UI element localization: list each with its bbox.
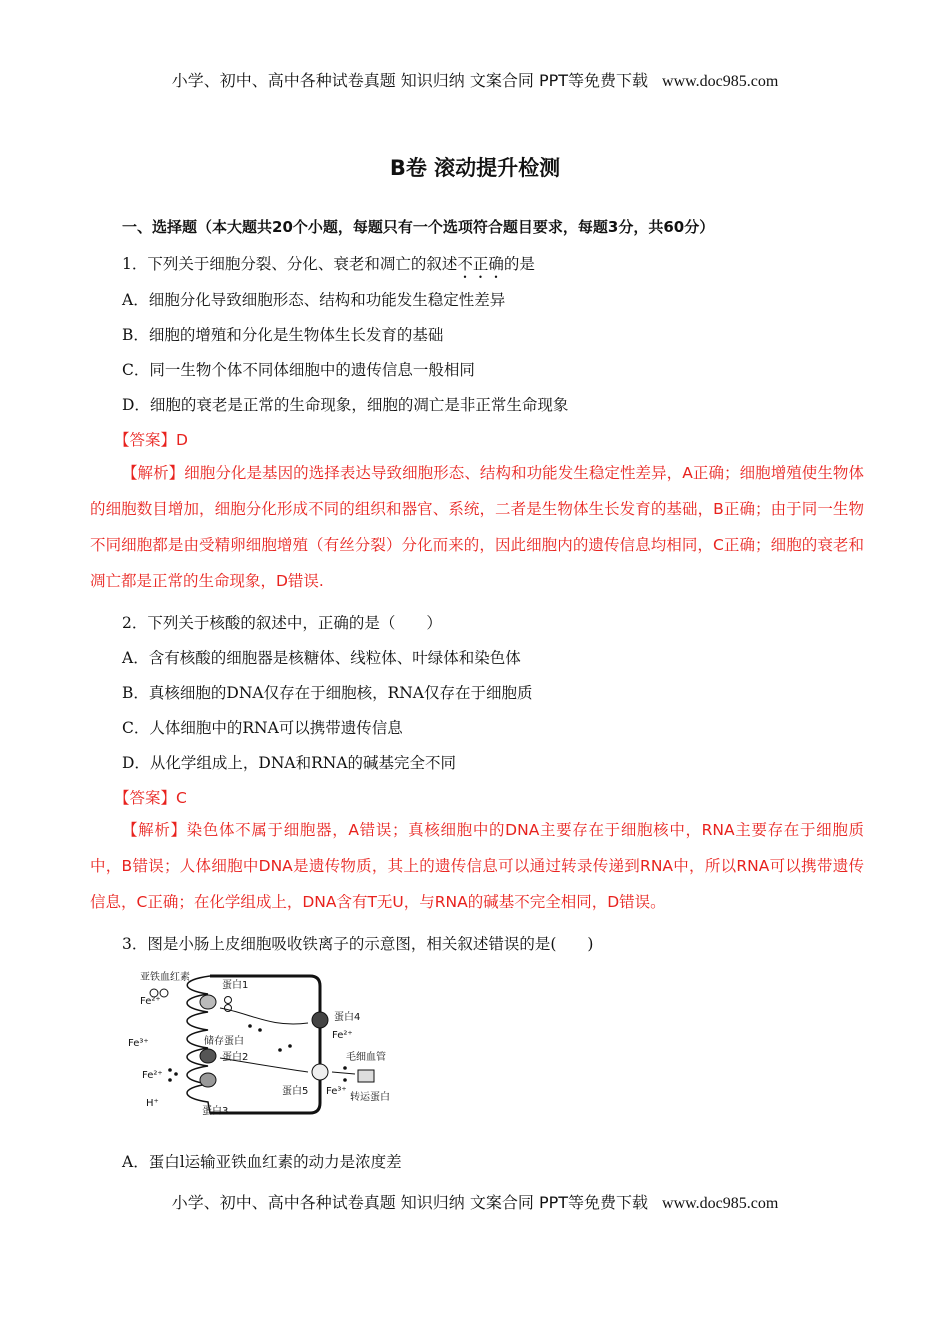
q2-option-d: D．从化学组成上，DNA和RNA的碱基完全不同: [122, 754, 457, 772]
q1-answer: 【答案】D: [114, 431, 188, 449]
q1-stem: [122, 252, 535, 282]
label-p1: 蛋白1: [222, 980, 249, 991]
page-title: B卷 滚动提升检测: [389, 156, 561, 180]
label-p5: 蛋白5: [282, 1086, 309, 1097]
footer-banner-text: 小学、初中、高中各种试卷真题 知识归纳 文案合同 PPT等免费下载: [171, 1193, 649, 1212]
label-capillary: 毛细血管: [346, 1052, 386, 1063]
q2-analysis: 【解析】染色体不属于细胞器，A错误；真核细胞中的DNA主要存在于细胞核中，RNA主要存在于细胞质中，B错误；人体细胞中DNA是遗传物质，其上的遗传信息可以通过转录传递到RNA中，所以RNA可以携带遗传信息，C正确；在化学组成上，DNA含有T无U，与RNA的碱基不完全相同，D错误。: [90, 821, 864, 911]
iron-dot: [258, 1028, 262, 1032]
q2-answer: 【答案】C: [114, 789, 187, 807]
label-p4: 蛋白4: [334, 1012, 361, 1023]
q1-stem-emphasis: 不正确: [457, 255, 504, 273]
label-fe3-left: Fe³⁺: [128, 1038, 149, 1049]
q1-stem-end: 的是: [503, 255, 535, 273]
iron-dot: [343, 1066, 347, 1070]
protein-2-shape: [200, 1049, 216, 1063]
q3-stem: 3．图是小肠上皮细胞吸收铁离子的示意图，相关叙述错误的是( ): [122, 935, 594, 953]
q1-stem-text: 1．下列关于细胞分裂、分化、衰老和凋亡的叙述: [122, 255, 458, 273]
q2-option-a: A．含有核酸的细胞器是核糖体、线粒体、叶绿体和染色体: [122, 649, 521, 667]
protein-1-shape: [200, 995, 216, 1009]
arrow: [220, 1008, 308, 1024]
label-h: H⁺: [146, 1098, 159, 1109]
header-url[interactable]: www.doc985.com: [662, 73, 779, 90]
label-fe3-right: Fe³⁺: [326, 1086, 347, 1097]
q2-option-b: B．真核细胞的DNA仅存在于细胞核，RNA仅存在于细胞质: [122, 684, 533, 702]
header-banner: [0, 68, 950, 91]
q1-analysis: 【解析】细胞分化是基因的选择表达导致细胞形态、结构和功能发生稳定性差异，A正确；细胞增殖使生物体的细胞数目增加，细胞分化形成不同的组织和器官、系统，二者是生物体生长发育的基础，B正确；由于同一生物不同细胞都是由受精卵细胞增殖（有丝分裂）分化而来的，因此细胞内的遗传信息均相同，C正确；细胞的衰老和凋亡都是正常的生命现象，D错误.: [90, 464, 864, 590]
heme-dot: [160, 989, 168, 997]
label-fe2-left: Fe²⁺: [142, 1070, 163, 1081]
header-banner-text: 小学、初中、高中各种试卷真题 知识归纳 文案合同 PPT等免费下载: [171, 71, 649, 90]
iron-dot: [288, 1044, 292, 1048]
q2-option-c: C．人体细胞中的RNA可以携带遗传信息: [122, 719, 403, 737]
capillary-shape: [358, 1070, 374, 1082]
q1-option-c: C．同一生物个体不同体细胞中的遗传信息一般相同: [122, 361, 475, 379]
q1-option-a: A．细胞分化导致细胞形态、结构和功能发生稳定性差异: [122, 291, 506, 309]
protein-4-shape: [312, 1012, 328, 1028]
protein-3-shape: [200, 1073, 216, 1087]
iron-dot: [278, 1048, 282, 1052]
label-p2: 蛋白2: [222, 1052, 249, 1063]
iron-dot: [174, 1072, 178, 1076]
iron-dot: [248, 1024, 252, 1028]
heme-dot: [225, 997, 232, 1004]
label-storage: 储存蛋白: [204, 1036, 244, 1047]
footer-url[interactable]: www.doc985.com: [662, 1195, 779, 1212]
section-heading: 一、选择题（本大题共20个小题，每题只有一个选项符合题目要求，每题3分，共60分）: [122, 218, 715, 236]
arrow: [332, 1072, 355, 1074]
q1-option-b: B．细胞的增殖和分化是生物体生长发育的基础: [122, 326, 444, 344]
label-fe2-right: Fe²⁺: [332, 1030, 353, 1041]
label-heme: 亚铁血红素: [140, 972, 190, 983]
iron-absorption-diagram: [128, 968, 412, 1120]
iron-dot: [343, 1078, 347, 1082]
q1-option-d: D．细胞的衰老是正常的生命现象，细胞的凋亡是非正常生命现象: [122, 396, 569, 414]
footer-banner: [0, 1190, 950, 1213]
iron-dot: [168, 1078, 172, 1082]
protein-5-shape: [312, 1064, 328, 1080]
label-fe2-top: Fe²⁺: [140, 996, 161, 1007]
label-p3: 蛋白3: [202, 1106, 229, 1117]
q2-stem: 2．下列关于核酸的叙述中，正确的是（ ）: [122, 614, 442, 632]
label-transport: 转运蛋白: [350, 1092, 390, 1103]
q3-option-a: A．蛋白l运输亚铁血红素的动力是浓度差: [122, 1153, 402, 1171]
iron-dot: [168, 1068, 172, 1072]
heme-dot: [225, 1005, 232, 1012]
